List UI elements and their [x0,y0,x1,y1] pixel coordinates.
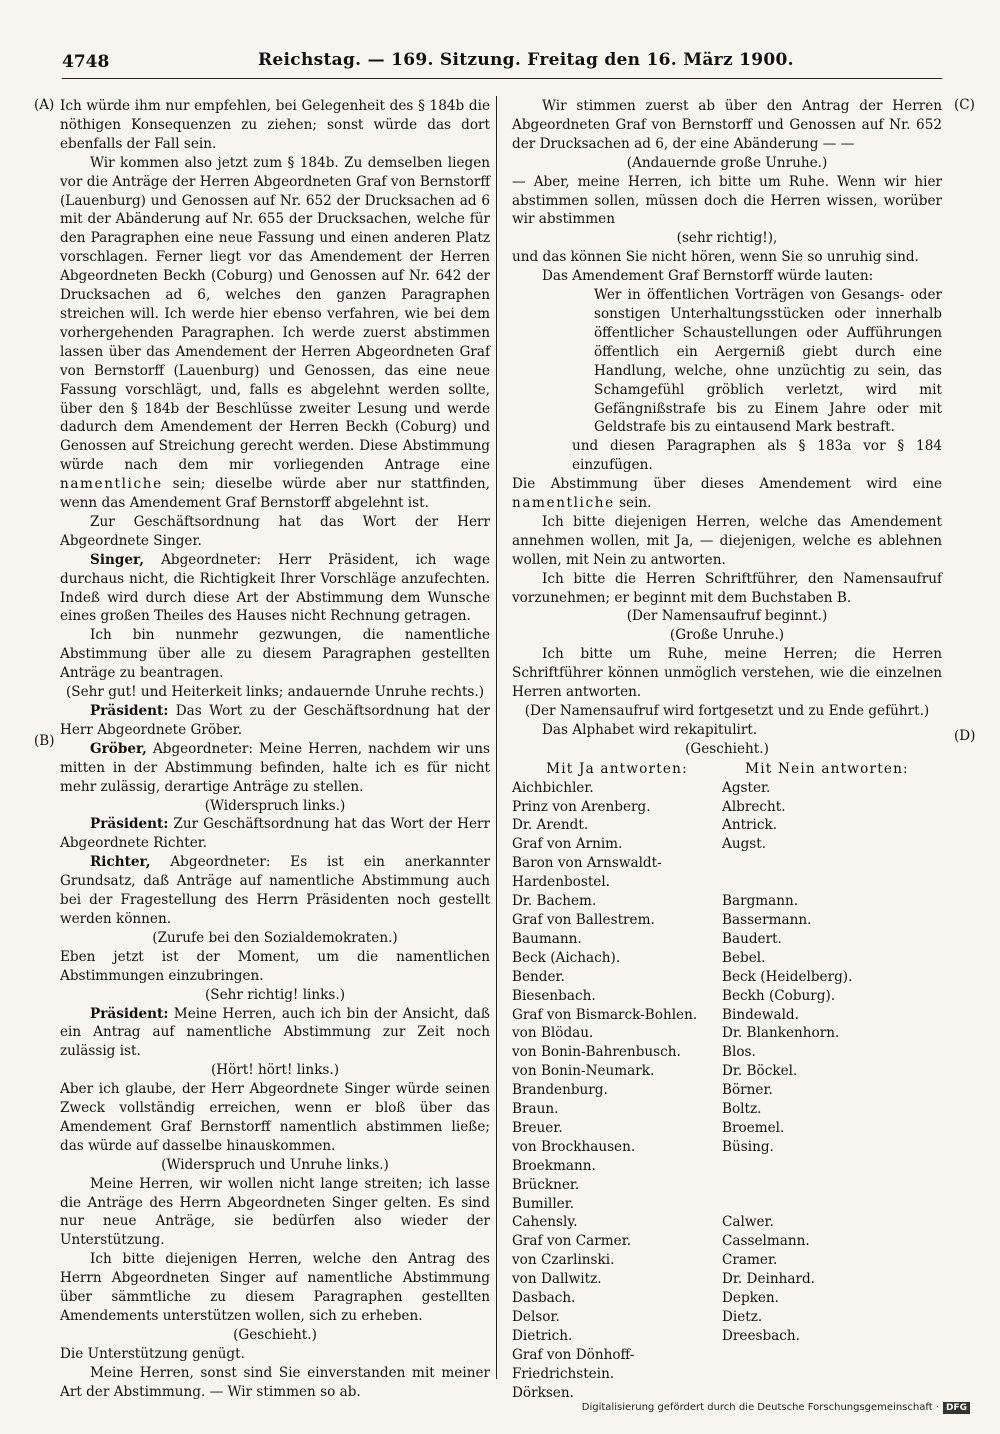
ja-name: Breuer. [512,1119,563,1136]
nein-name: Bassermann. [722,911,812,928]
nein-name: Augst. [722,836,767,853]
nein-name: Bargmann. [722,893,799,910]
spaced-emphasis: namentliche [60,476,163,493]
vote-row [512,854,942,892]
nein-name: Depken. [722,1290,780,1307]
interjection: (Geschieht.) [233,1326,317,1343]
vote-row [512,1081,942,1100]
vote-row [512,1327,942,1346]
nein-name: Dreesbach. [722,1327,800,1344]
vote-table [512,779,942,1403]
speech-text: Zur Geschäftsordnung hat das Wort der Herr Abgeordnete Richter. [60,816,490,852]
vote-row [512,892,942,911]
paragraph: Wir stimmen zuerst ab über den Antrag der Herren Abgeordneten Graf von Bernstorff und Genossen auf Nr. 652 der Drucksachen ad 6, der eine Abänderung — — [512,98,942,152]
vote-row [512,1213,942,1232]
nein-name: Agster. [722,779,771,796]
speech [60,740,490,797]
paragraph-text: sein; dieselbe würde aber nur stattfinden, wenn das Amendement Graf Bernstorff abgelehnt ist. [60,476,490,512]
paragraph-text: Diese Abstimmung würde nach dem mir vorliegenden Antrage eine [60,438,490,474]
paragraph: Ich bitte um Ruhe, meine Herren; die Herren Schriftführer können unmöglich verstehen, wie die einzelnen Herren antworten. [512,646,942,701]
ja-name: Graf von Ballestrem. [512,911,655,928]
speech-text: Meine Herren, auch ich bin der Ansicht, daß ein Antrag auf namentliche Abstimmung zur Zeit noch zulässig ist. [60,1005,490,1060]
margin-mark-d: (D) [954,728,976,744]
nein-name: Bebel. [722,949,766,966]
nein-header: Mit Nein antworten: [745,760,909,777]
ja-name: Delsor. [512,1309,560,1325]
speech-text: Abgeordneter: Herr Präsident, ich wage durchaus nicht, die Richtigkeit Ihrer Vorschläge anzufechten. Indeß wird durch diese Art der Abstimmung dem Wunsche eines großen Theiles des Hauses nicht Rechnung getragen. [60,551,491,625]
nein-name [722,1346,932,1384]
vote-row [512,798,942,817]
footer [582,1402,970,1414]
ja-name: von Czarlinski. [512,1252,615,1269]
vote-row [512,1043,942,1062]
nein-name: Bindewald. [722,1006,799,1023]
ja-name: Dörksen. [512,1384,574,1401]
ja-name: von Bonin-Neumark. [512,1063,655,1080]
nein-name: Calwer. [722,1214,774,1231]
ja-name: Dasbach. [512,1290,576,1307]
nein-name [722,1195,932,1214]
ja-name: Baumann. [512,930,582,947]
ja-name: Broekmann. [512,1157,596,1174]
vote-row [512,930,942,949]
ja-name: Dr. Arendt. [512,817,589,834]
nein-name: Cramer. [722,1252,778,1269]
nein-name: Börner. [722,1082,773,1099]
speech-text: Das Wort zu der Geschäftsordnung hat der Herr Abgeordnete Gröber. [60,703,490,738]
paragraph: Ich bitte diejenigen Herren, welche das Amendement annehmen wollen, mit Ja, — diejenigen, welche es ablehnen wollen, mit Nein zu antworten. [512,513,942,568]
interjection: (Geschieht.) [685,740,769,757]
vote-row [512,1006,942,1025]
paragraph: Das Alphabet wird rekapitulirt. [542,721,758,738]
vote-row [512,1176,942,1195]
interjection: (Der Namensaufruf beginnt.) [626,608,828,625]
vote-row [512,911,942,930]
interjection: (Widerspruch links.) [204,797,346,814]
paragraph-text: sein. [619,495,652,512]
paragraph: Ich bitte diejenigen Herren, welche den Antrag des Herrn Abgeordneten Singer auf namentliche Abstimmung über sämmtliche zu diesem Paragraphen gestellten Amendements unterstützen wollen, sich zu erheben. [60,1251,490,1324]
page-header [62,40,942,72]
paragraph: Ich bin nunmehr gezwungen, die namentliche Abstimmung über alle zu diesem Paragraphen gestellten Anträge zu beantragen. [60,627,490,682]
vote-row [512,1289,942,1308]
vote-row [512,1384,942,1403]
ja-name: Bender. [512,968,565,985]
speech-text: Abgeordneter: Es ist ein anerkannter Grundsatz, daß Anträge auf namentliche Abstimmung auch bei der Fragestellung des Herrn Präsidenten noch gestellt werden können. [60,854,490,927]
nein-name: Blos. [722,1044,756,1061]
ja-name: Dr. Bachem. [512,893,597,910]
vote-row [512,1270,942,1289]
paragraph: — Aber, meine Herren, ich bitte um Ruhe. Wenn wir hier abstimmen sollen, müssen doch die Herren wissen, worüber wir abstimmen [512,173,942,228]
left-column [60,97,490,1402]
nein-name: Dr. Böckel. [722,1063,798,1080]
speech [60,815,490,853]
nein-name [722,1157,932,1176]
vote-table-header [512,760,942,779]
page-number: 4748 [62,52,110,72]
ja-name: Braun. [512,1101,559,1118]
margin-mark-b: (B) [34,733,55,749]
vote-row [512,1232,942,1251]
nein-name: Büsing. [722,1138,774,1155]
header-rule [62,78,942,79]
margin-mark-a: (A) [34,97,55,113]
paragraph: Aber ich glaube, der Herr Abgeordnete Singer würde seinen Zweck vollständig erreichen, wenn er bloß über das Amendement Graf Bernstorff namentlich abstimmen ließe; das würde auf dasselbe hinauskommen. [60,1081,490,1154]
nein-name: Albrecht. [722,798,786,815]
ja-name: von Brockhausen. [512,1138,636,1155]
paragraph: Das Amendement Graf Bernstorff würde lauten: [542,268,874,285]
paragraph: und das können Sie nicht hören, wenn Sie so unruhig sind. [512,249,919,266]
ja-name: Cahensly. [512,1214,578,1231]
paragraph: Die Unterstützung genügt. [60,1345,245,1362]
ja-name: Dietrich. [512,1327,573,1344]
ja-header: Mit Ja antworten: [546,760,688,777]
interjection: (sehr richtig!), [676,230,778,247]
nein-name [722,854,932,892]
ja-name: Graf von Arnim. [512,836,623,853]
paragraph-text: Wir kommen also jetzt zum § 184b. Zu demselben liegen vor die Anträge der Herren Abgeordneten Graf von Bernstorff (Lauenburg) und Genossen auf Nr. 652 der Drucksachen ad 6 mit der Abänderung auf Nr. 655 der Drucksachen, welche für den Paragraphen eine neue Fassung und einen anderen Platz vorschlagen. Ferner liegt vor das Amendement der Herren Abgeordneten Beckh (Coburg) und Genossen auf Nr. 642 der Drucksachen ad 6, welches den ganzen Paragraphen streichen will. Ich werde hier ebenso verfahren, wie bei dem vorhergehenden Paragraphen. Ich werde zuerst abstimmen lassen über das Amendement der Herren Abgeordneten Graf von Bernstorff (Lauenburg) und Genossen, das eine neue Fassung vorschlägt, und, falls es abgelehnt werden sollte, über den § 184b der Beschlüsse zweiter Lesung und werde dadurch dem Amendement der Herren Beckh (Coburg) und Genossen auf Streichung gerecht werden. [60,154,490,455]
nein-name: Beck (Heidelberg). [722,968,853,985]
speaker-name: Richter, [90,854,151,871]
speech [60,551,490,627]
interjection: (Große Unruhe.) [669,627,785,644]
ja-name: Graf von Carmer. [512,1233,632,1250]
paragraph: Meine Herren, sonst sind Sie einverstanden mit meiner Art der Abstimmung. — Wir stimmen so ab. [60,1364,490,1400]
vote-row [512,1157,942,1176]
paragraph [512,475,942,513]
vote-row [512,1062,942,1081]
ja-name: von Bonin-Bahrenbusch. [512,1044,681,1061]
vote-row [512,1346,942,1384]
ja-name: Baron von Arnswaldt-Hardenbostel. [512,855,662,891]
speaker-name: Präsident: [90,703,169,719]
ja-name: Prinz von Arenberg. [512,798,651,815]
speech [60,853,490,929]
interjection: (Hört! hört! links.) [210,1062,340,1079]
paragraph-text: Die Abstimmung über dieses Amendement wird eine [512,476,942,493]
interjection: (Sehr richtig! links.) [204,986,346,1003]
ja-name: Graf von Dönhoff-Friedrichstein. [512,1346,635,1382]
vote-row [512,1119,942,1138]
interjection: (Zurufe bei den Sozialdemokraten.) [152,929,398,946]
paragraph: Ich bitte die Herren Schriftführer, den Namensaufruf vorzunehmen; er beginnt mit dem Buchstaben B. [512,570,942,606]
ja-name: Aichbichler. [512,779,594,796]
speech [60,1005,490,1062]
ja-name: Graf von Bismarck-Bohlen. [512,1006,698,1023]
nein-name: Beckh (Coburg). [722,987,836,1004]
speaker-name: Präsident: [90,1005,169,1022]
speech-text: Abgeordneter: Meine Herren, nachdem wir uns mitten in der Abstimmung befinden, halte ich es für nicht mehr zulässig, derartige Anträge zu stellen. [60,740,490,795]
ja-name: Biesenbach. [512,987,596,1004]
ja-name: von Dallwitz. [512,1271,602,1288]
nein-name: Broemel. [722,1119,785,1136]
speaker-name: Gröber, [90,740,147,757]
vote-row [512,835,942,854]
nein-name: Casselmann. [722,1233,810,1250]
speaker-name: Singer, [90,551,144,568]
paragraph: Zur Geschäftsordnung hat das Wort der Herr Abgeordnete Singer. [60,513,490,549]
margin-mark-c: (C) [954,97,975,113]
column-divider [496,96,497,1379]
nein-name: Boltz. [722,1101,762,1118]
vote-row [512,779,942,798]
speech [60,702,490,740]
vote-row [512,1308,942,1327]
quoted-amendment: Wer in öffentlichen Vorträgen von Gesangs- oder sonstigen Unterhaltungsstücken oder innerhalb öffentlicher Schaustellungen oder Aufführungen öffentlich ein Aergerniß giebt durch eine Handlung, welche, ohne unzüchtig zu sein, das Schamgefühl gröblich verletzt, wird mit Gefängnißstrafe bis zu Einem Jahre oder mit Geldstrafe bis zu eintausend Mark bestraft. [594,287,942,436]
footer-text: Digitalisierung gefördert durch die Deutsche Forschungsgemeinschaft · [581,1402,939,1413]
paragraph: Ich würde ihm nur empfehlen, bei Gelegenheit des § 184b die nöthigen Konsequenzen zu ziehen; sonst würde das dort ebenfalls der Fall sein. [60,98,490,152]
vote-row [512,949,942,968]
nein-name: Dr. Deinhard. [722,1271,815,1288]
nein-name: Dietz. [722,1309,763,1325]
speaker-name: Präsident: [90,816,169,833]
interjection: (Andauernde große Unruhe.) [626,154,828,171]
ja-name: Beck (Aichach). [512,949,621,966]
ja-name: Brandenburg. [512,1082,608,1099]
running-title: Reichstag. — 169. Sitzung. Freitag den 16. März 1900. [258,50,794,70]
paragraph: Meine Herren, wir wollen nicht lange streiten; ich lasse die Anträge des Herrn Abgeordneten Singer gelten. Es sind nur neue Anträge, sie bedürfen also wieder der Unterstützung. [60,1175,490,1249]
right-column [512,97,942,1403]
vote-row [512,1195,942,1214]
ja-name: von Blödau. [512,1025,594,1042]
vote-row [512,1100,942,1119]
ja-name: Bumiller. [512,1195,575,1212]
nein-name: Baudert. [722,930,782,947]
vote-row [512,968,942,987]
interjection: (Widerspruch und Unruhe links.) [161,1156,389,1173]
nein-name: Dr. Blankenhorn. [722,1025,840,1042]
vote-row [512,987,942,1006]
paragraph: Eben jetzt ist der Moment, um die namentlichen Abstimmungen einzubringen. [60,948,490,984]
nein-name: Antrick. [722,817,778,834]
interjection: (Sehr gut! und Heiterkeit links; andauernde Unruhe rechts.) [65,684,485,701]
ja-name: Brückner. [512,1176,580,1193]
vote-row [512,816,942,835]
interjection: (Der Namensaufruf wird fortgesetzt und zu Ende geführt.) [524,703,930,719]
vote-row [512,1024,942,1043]
vote-row [512,1251,942,1270]
paragraph [60,154,490,513]
vote-row [512,1138,942,1157]
nein-name [722,1176,932,1195]
dfg-logo: DFG [943,1402,970,1414]
paragraph: und diesen Paragraphen als § 183a vor § 184 einzufügen. [572,438,942,474]
spaced-emphasis: namentliche [512,495,615,512]
nein-name [722,1384,932,1403]
